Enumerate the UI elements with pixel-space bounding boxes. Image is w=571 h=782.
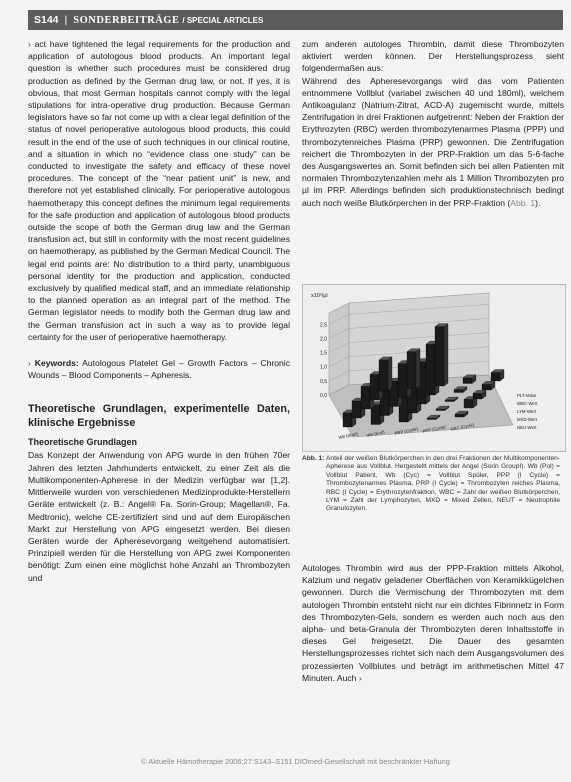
body-paragraph [302, 562, 564, 684]
body-text: Autologes Thrombin wird aus der PPP-Fraktion mittels Alkohol, Kalzium und negativ geladener Oberflächen von Keramikkügelchen gewonnen. Durch die Vermischung der Thrombozyten mit dem autologen Thrombin entsteht nicht nur ein dichtes Fibrinnetz in Form des Thrombozyten-Gels, sondern es werden auch noch aus den alpha- und beta-Granula der Thrombozyten deren Inhaltsstoffe in dieses Gel freigesetzt. Die Dauer des gesamten Herstellungsprozesses richtet sich nach dem Ausgangsvolumen des prozessierten Vollblutes und beträgt im arithmetischen Mittel 47 Minuten. Auch [302, 563, 564, 683]
y-tick-label: 2,0 [320, 336, 327, 343]
bar-side [388, 357, 392, 391]
bar-front [455, 414, 464, 417]
subsection-heading: Theoretische Grundlagen [28, 437, 138, 448]
x-axis-label: RBC (Cycle) [450, 422, 475, 432]
x-axis-label: Wb (Start) [338, 431, 359, 440]
bar-front [427, 418, 436, 419]
keywords-paragraph: › Keywords: Autologous Platelet Gel – Growth Factors – Chronic Wounds – Blood Components – Apheresis. [28, 358, 291, 381]
bar-front [473, 393, 482, 399]
bar-front [445, 400, 454, 401]
figure-caption [302, 455, 564, 514]
continuation-arrow: › [358, 672, 362, 683]
body-paragraph: zum anderen autologes Thrombin, damit diese Thrombozyten aktiviert werden können. Der Herstellungsprozess sieht folgendermaßen aus: [302, 39, 564, 74]
section-heading: Theoretische Grundlagen, experimentelle Daten, klinische Ergebnisse [28, 403, 290, 429]
chart-side-wall [329, 303, 349, 395]
right-column-lower [302, 562, 564, 684]
figure-chart [302, 284, 566, 452]
bar-front [436, 409, 445, 410]
body-paragraph [302, 75, 564, 209]
series-depth-label: MXD-Wert [517, 417, 537, 422]
y-tick-label: 0,0 [320, 393, 327, 399]
section-subtitle: / SPECIAL ARTICLES [182, 16, 264, 25]
bar-chart-3d [303, 285, 565, 451]
body-text: Während des Apheresevorgangs wird das vom Patienten entnommene Vollblut (variabel zwischen 40 und 180ml), welchem Antikoagulanz (Natrium-Zitrat, ACD-A) zugemischt wurde, mittels Zentrifugation in drei Fraktionen aufgetrennt: Neben der Fraktion der Erythrozyten (RBC) werden thrombozytenarmes Plasma (PPP) und thrombozytenreiches Plasma (PRP) gewonnen. Die Zentrifugation reichert die Thrombozyten in der PRP-Fraktion um das 5-6-fache des Ausgangswertes an. Somit befinden sich bei allen Patienten mit normalen Thrombozytenzahlen mehr als 1 Million Thrombozyten pro µl im PRP. Allerdings befinden sich produktionstechnisch bedingt auch noch weiße Blutkörperchen in der PRP-Fraktion ( [302, 75, 564, 208]
bar-front [352, 401, 361, 418]
bar-front [371, 405, 380, 425]
series-depth-label: LYM-Wert [517, 409, 536, 414]
header-separator: | [64, 14, 68, 26]
chart-y-ticks [320, 322, 327, 399]
bar-front [435, 327, 444, 386]
section-title: SONDERBEITRÄGE [73, 15, 180, 26]
bar-front [463, 378, 472, 384]
body-text: ). [535, 197, 541, 208]
bar-front [426, 344, 435, 395]
page-number: S144 [34, 14, 59, 26]
keywords-text: Autologous Platelet Gel – Growth Factors – Chronic Wounds – Blood Components – Apheresis. [28, 358, 291, 381]
bar-front [398, 364, 407, 398]
chart-depth-labels [517, 393, 538, 430]
series-depth-label: PLT-Value [517, 393, 537, 398]
y-tick-label: 2,5 [320, 322, 327, 329]
bar-front [407, 352, 416, 389]
abstract-paragraph [28, 38, 290, 343]
page-header [28, 10, 563, 30]
bar-front [491, 373, 500, 381]
bar-front [379, 360, 388, 391]
bar-side [444, 324, 448, 386]
y-tick-label: 1,0 [320, 364, 327, 371]
figure-caption-label: Abb. 1: [302, 455, 325, 462]
bar-front [361, 386, 370, 409]
page-footer: © Aktuelle Hämotherapie 2006;27:S143–S151 DIOmed-Gesellschaft mit beschränkter Haftung [141, 757, 450, 766]
bar-side [416, 349, 420, 389]
left-column [28, 38, 290, 584]
x-axis-label: PPP (Cycle) [422, 424, 447, 434]
x-axis-label: PRP (Cycle) [394, 426, 419, 436]
series-depth-label: WBC-Wert [517, 401, 538, 406]
body-paragraph: Das Konzept der Anwendung von APG wurde in den frühen 70er Jahren des letzten Jahrhunderts entwickelt, zu einer Zeit als die Multikomponenten-Apherese in der Medizin verfügbar war [1,2]. Mittlerweile wurden von verschiedenen Medizinprodukte-Herstellern Geräte entwickelt (z. B.: Angel® Fa. Sorin-Group; Magellan®, Fa. Medtronic), welche CE-zertifiziert sind und auf dem Europäischen Markt zur Herstellung von APG eingesetzt werden. Bei diesen Geräten wurde der Apheresevorgang weitgehend automatisiert. Prinzipiell werden für die Herstellung von APG zwei Komponenten benötigt: Zum einen eine möglichst hohe Anzahl an Thrombozyten und [28, 450, 290, 583]
bar-front [464, 400, 473, 408]
bar-front [343, 413, 352, 427]
y-tick-label: 1,5 [320, 350, 327, 357]
keywords-label: Keywords: [34, 358, 79, 369]
abstract-text: act have tightened the legal requirements for the production and application of autologous blood products. An important legal question is whether such procedures must be considered drug production as defined by the German drug law, or not. If yes, it is obvious, that most German hospitals cannot comply with the legal stipulations for intra-operative drug production. Because German legislators have so far not come up with a clear legal definition of the status of novel perioperative autologous blood products, this could result in the end of the use of such techniques in our clinical routine, and a situation in which no “evidence class one study” can be conducted to investigate the safety and efficacy of these novel procedures. The concept of the “near patient unit” is new, and therefore not yet established clinically. For perioperative autologous haemotherapy this concept defines the minimum legal requirements for the safe production and application of autologous blood products outside the scope of both the German drug law and the German transfusion act, but still in conformity with the most recent guidelines on haemotherapy, as published by the German Medical Council. The legal end points are: No distribution to a third party, unambiguous personal identity for the production and application, conducted exclusively by qualified medical staff, and an immediate relationship to the planned operation as an integral part of the method. The German legislator needs to modify both the German drug law and the German transfusion act in such a way as to provide legal certainty for the user of perioperative haemotherapy. [28, 39, 290, 342]
continuation-arrow: › [28, 39, 31, 49]
bar-front [482, 384, 491, 390]
figure-reference-link[interactable]: Abb. 1 [510, 197, 536, 208]
right-column [302, 38, 564, 209]
x-axis-label: Wb (End) [366, 429, 385, 438]
bar-front [454, 390, 463, 393]
series-depth-label: NEU-Wert [517, 425, 537, 430]
bar-front [370, 375, 379, 400]
y-tick-label: 0,5 [320, 378, 327, 385]
y-axis-unit: x10³/µl [311, 293, 328, 299]
figure-caption-text: Anteil der weißen Blutkörperchen in den drei Fraktionen der Multikomponenten-Apherese aus Vollblut. Hergestellt mittels der Angel (Sorin GroupI). Wb (Pol) = Vollblut Patient, Wb (Cyc) = Vollblut Spüler, PPP (I Cycle) = Thrombozytenarmes Plasma, PRP (I Cycle) = Thrombozyten reiches Plasma, RBC (I Cycle) = Erythrozytenfraktion, WBC = Zahl der weißen Blutkörperchen, LYM = Zahl der Lymphozyten, MXD = Mixed Zellen, NEUT = Neutrophile Granulozyten. [326, 455, 560, 513]
